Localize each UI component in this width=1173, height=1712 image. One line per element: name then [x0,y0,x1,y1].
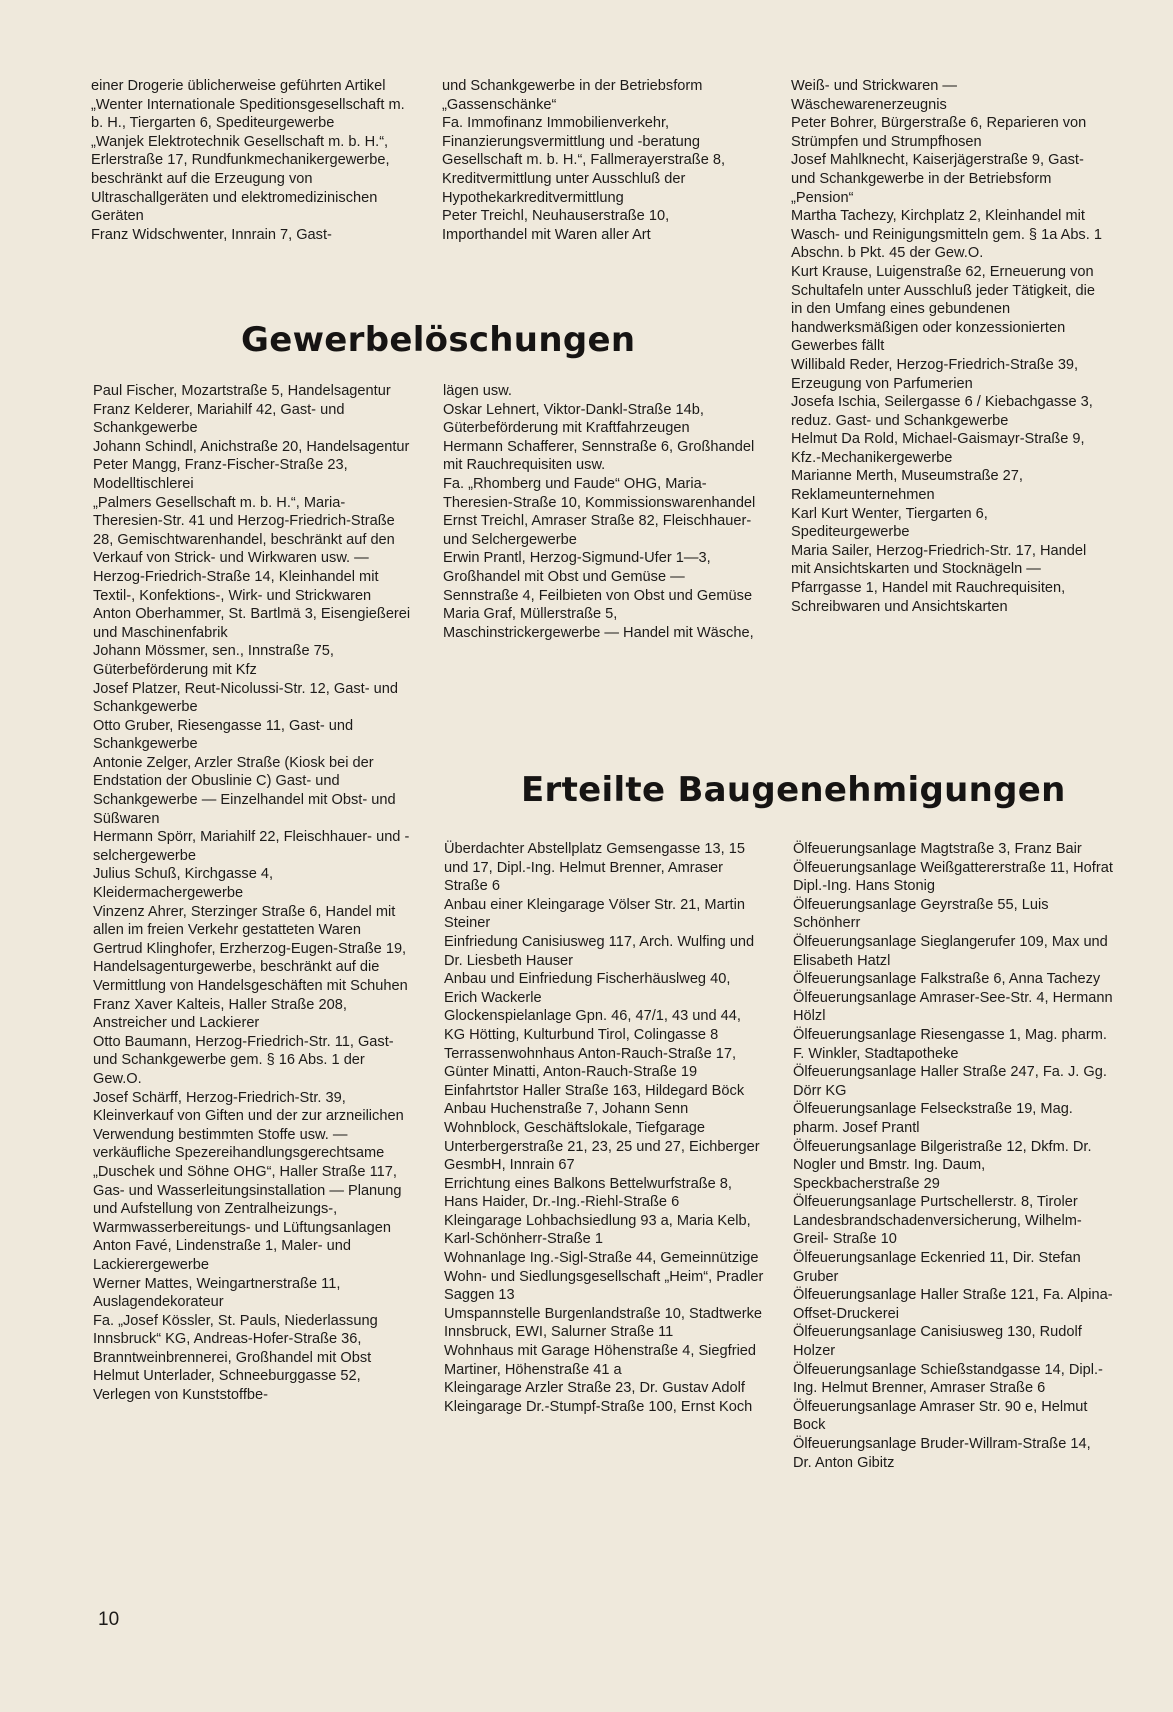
list-item: „Duschek und Söhne OHG“, Haller Straße 117, Gas- und Wasserleitungsinstallation — Planung und Aufstellung von Zentralheizungs-, Warmwasserbereitungs- und Lüftungsanlagen [93,1163,402,1236]
list-item: Terrassenwohnhaus Anton-Rauch-Straße 17, Günter Minatti, Anton-Rauch-Straße 19 [444,1045,737,1081]
list-item: Julius Schuß, Kirchgasse 4, Kleidermachergewerbe [93,866,274,902]
list-item: Martha Tachezy, Kirchplatz 2, Kleinhandel mit Wasch- und Reinigungsmitteln gem. § 1a Abs. 1 Abschn. b Pkt. 45 der Gew.O. [791,208,1102,262]
list-item: Franz Kelderer, Mariahilf 42, Gast- und Schankgewerbe [93,401,345,437]
list-item: Hermann Spörr, Mariahilf 22, Fleischhauer- und -selchergewerbe [93,829,410,864]
list-item: Ölfeuerungsanlage Amraser-See-Str. 4, Hermann Hölzl [793,989,1113,1025]
list-item: einer Drogerie üblicherweise geführten Artikel [91,78,386,94]
list-item: Weiß- und Strickwaren — Wäschewarenerzeugnis [791,78,957,113]
list-item: Erwin Prantl, Herzog-Sigmund-Ufer 1—3, Großhandel mit Obst und Gemüse — Sennstraße 4, Feilbieten von Obst und Gemüse [443,550,753,604]
list-item: Vinzenz Ahrer, Sterzinger Straße 6, Handel mit allen im freien Verkehr gestatteten Waren [93,903,396,939]
list-item: Anbau einer Kleingarage Völser Str. 21, Martin Steiner [444,896,745,932]
list-item: Helmut Da Rold, Michael-Gaismayr-Straße 9, Kfz.-Mechanikergewerbe [791,431,1085,466]
section-heading-loeschungen: Gewerbelöschungen [241,320,636,360]
list-item: Johann Mössmer, sen., Innstraße 75, Güterbeförderung mit Kfz [93,643,334,678]
list-item: Ölfeuerungsanlage Falkstraße 6, Anna Tachezy [793,971,1101,988]
section-heading-baugenehmigungen: Erteilte Baugenehmigungen [521,770,1066,810]
list-item: Ölfeuerungsanlage Sieglangerufer 109, Max und Elisabeth Hatzl [793,933,1108,969]
list-item: Hermann Schafferer, Sennstraße 6, Großhandel mit Rauchrequisiten usw. [443,438,755,474]
list-item: Wohnanlage Ing.-Sigl-Straße 44, Gemeinnützige Wohn- und Siedlungsgesellschaft „Heim“, Pradler Saggen 13 [444,1250,764,1304]
list-item: „Wanjek Elektrotechnik Gesellschaft m. b. H.“, Erlerstraße 17, Rundfunkmechanikergewerbe, beschränkt auf die Erzeugung von Ultraschallgeräten und elektromedizinischen Geräten [91,133,390,225]
baugenehmigungen-column-2 [793,840,1113,1472]
list-item: Überdachter Abstellplatz Gemsengasse 13, 15 und 17, Dipl.-Ing. Helmut Brenner, Amraser Straße 6 [444,841,745,895]
list-item: Peter Bohrer, Bürgerstraße 6, Reparieren von Strümpfen und Strumpfhosen [791,115,1087,150]
list-item: Ernst Treichl, Amraser Straße 82, Fleischhauer- und Selchergewerbe [443,513,752,548]
list-item: Karl Kurt Wenter, Tiergarten 6, Spediteurgewerbe [791,505,988,541]
page-number: 10 [98,1609,120,1630]
list-item: Ölfeuerungsanlage Schießstandgasse 14, Dipl.-Ing. Helmut Brenner, Amraser Straße 6 [793,1361,1103,1397]
list-item: Ölfeuerungsanlage Weißgattererstraße 11, Hofrat Dipl.-Ing. Hans Stonig [793,859,1113,895]
list-item: Errichtung eines Balkons Bettelwurfstraße 8, Hans Haider, Dr.-Ing.-Riehl-Straße 6 [444,1175,732,1211]
list-item: Ölfeuerungsanlage Bruder-Willram-Straße 14, Dr. Anton Gibitz [793,1436,1091,1471]
list-item: Ölfeuerungsanlage Haller Straße 121, Fa. Alpina-Offset-Druckerei [793,1287,1113,1322]
list-item: Josefa Ischia, Seilergasse 6 / Kiebachgasse 3, reduz. Gast- und Schankgewerbe [791,394,1093,429]
list-item: Ölfeuerungsanlage Amraser Str. 90 e, Helmut Bock [793,1398,1088,1434]
baugenehmigungen-column-1 [444,840,764,1416]
list-item: Paul Fischer, Mozartstraße 5, Handelsagentur [93,383,391,399]
list-item: Franz Widschwenter, Innrain 7, Gast- [91,226,332,243]
list-item: Anton Favé, Lindenstraße 1, Maler- und Lackierergewerbe [93,1238,351,1273]
top-column-1 [91,77,405,244]
list-item: Ölfeuerungsanlage Purtschellerstr. 8, Tiroler Landesbrandschadenversicherung, Wilhelm-Greil- Straße 10 [793,1194,1082,1248]
list-item: Anbau und Einfriedung Fischerhäuslweg 40, Erich Wackerle [444,971,731,1006]
list-item: Umspannstelle Burgenlandstraße 10, Stadtwerke Innsbruck, EWI, Salurner Straße 11 [444,1305,762,1341]
list-item: Ölfeuerungsanlage Felseckstraße 19, Mag. pharm. Josef Prantl [793,1101,1073,1136]
list-item: Peter Mangg, Franz-Fischer-Straße 23, Modelltischlerei [93,457,348,492]
list-item: Anbau Huchenstraße 7, Johann Senn Wohnblock, Geschäftslokale, Tiefgarage Unterbergerstraße 21, 23, 25 und 27, Eichberger GesmbH, Innrain 67 [444,1101,760,1174]
list-item: Ölfeuerungsanlage Riesengasse 1, Mag. pharm. F. Winkler, Stadtapotheke [793,1026,1107,1062]
list-item: Otto Gruber, Riesengasse 11, Gast- und Schankgewerbe [93,717,354,753]
right-column [791,77,1106,616]
list-item: Marianne Merth, Museumstraße 27, Reklameunternehmen [791,468,1023,504]
list-item: Einfriedung Canisiusweg 117, Arch. Wulfing und Dr. Liesbeth Hauser [444,933,755,969]
list-item: Gertrud Klinghofer, Erzherzog-Eugen-Straße 19, Handelsagenturgewerbe, beschränkt auf die Vermittlung von Handelsgeschäften mit Schuhen [93,940,408,994]
list-item: Glockenspielanlage Gpn. 46, 47/1, 43 und 44, KG Hötting, Kulturbund Tirol, Colingasse 8 [444,1008,741,1043]
list-item: Kleingarage Lohbachsiedlung 93 a, Maria Kelb, Karl-Schönherr-Straße 1 [444,1212,751,1248]
list-item: lägen usw. [443,383,512,399]
top-column-2 [442,77,742,244]
loeschungen-column-1 [93,382,411,1405]
list-item: Ölfeuerungsanlage Magtstraße 3, Franz Bair [793,841,1082,857]
list-item: Josef Mahlknecht, Kaiserjägerstraße 9, Gast- und Schankgewerbe in der Betriebsform „Pension“ [791,152,1084,206]
list-item: Ölfeuerungsanlage Geyrstraße 55, Luis Schönherr [793,896,1049,932]
list-item: Peter Treichl, Neuhauserstraße 10, Importhandel mit Waren aller Art [442,208,670,243]
list-item: Fa. „Rhomberg und Faude“ OHG, Maria-Theresien-Straße 10, Kommissionswarenhandel [443,475,756,511]
list-item: Ölfeuerungsanlage Canisiusweg 130, Rudolf Holzer [793,1324,1082,1360]
list-item: Maria Graf, Müllerstraße 5, Maschinstrickergewerbe — Handel mit Wäsche, [443,606,754,641]
list-item: Willibald Reder, Herzog-Friedrich-Straße 39, Erzeugung von Parfumerien [791,356,1079,392]
list-item: Antonie Zelger, Arzler Straße (Kiosk bei der Endstation der Obuslinie C) Gast- und Schankgewerbe — Einzelhandel mit Obst- und Süßwaren [93,754,396,827]
list-item: Helmut Unterlader, Schneeburggasse 52, Verlegen von Kunststoffbe- [93,1368,361,1404]
list-item: Josef Schärff, Herzog-Friedrich-Str. 39, Kleinverkauf von Giften und der zur arzneilichen Verwendung bestimmten Stoffe usw. — verkäufliche Spezereihandlungsgerechtsame [93,1089,404,1162]
list-item: Otto Baumann, Herzog-Friedrich-Str. 11, Gast- und Schankgewerbe gem. § 16 Abs. 1 der Gew.O. [93,1033,394,1087]
list-item: Werner Mattes, Weingartnerstraße 11, Auslagendekorateur [93,1275,341,1311]
list-item: Franz Xaver Kalteis, Haller Straße 208, Anstreicher und Lackierer [93,996,347,1032]
list-item: Oskar Lehnert, Viktor-Dankl-Straße 14b, Güterbeförderung mit Kraftfahrzeugen [443,401,704,437]
list-item: Josef Platzer, Reut-Nicolussi-Str. 12, Gast- und Schankgewerbe [93,680,398,716]
list-item: Kurt Krause, Luigenstraße 62, Erneuerung von Schultafeln unter Ausschluß jeder Tätigkeit, die in den Umfang eines gebundenen handwerksmäßigen oder konzessionierten Gewerbes fällt [791,263,1095,355]
list-item: Einfahrtstor Haller Straße 163, Hildegard Böck [444,1082,745,1099]
list-item: Fa. „Josef Kössler, St. Pauls, Niederlassung Innsbruck“ KG, Andreas-Hofer-Straße 36, Branntweinbrennerei, Großhandel mit Obst [93,1312,378,1366]
list-item: „Wenter Internationale Speditionsgesellschaft m. b. H., Tiergarten 6, Spediteurgewerbe [91,96,405,132]
list-item: Kleingarage Dr.-Stumpf-Straße 100, Ernst Koch [444,1398,753,1415]
list-item: Ölfeuerungsanlage Bilgeristraße 12, Dkfm. Dr. Nogler und Bmstr. Ing. Daum, Speckbacherstraße 29 [793,1138,1092,1192]
list-item: Kleingarage Arzler Straße 23, Dr. Gustav Adolf [444,1380,745,1397]
loeschungen-column-2 [443,382,763,642]
list-item: und Schankgewerbe in der Betriebsform „Gassenschänke“ [442,78,703,113]
list-item: Wohnhaus mit Garage Höhenstraße 4, Siegfried Martiner, Höhenstraße 41 a [444,1343,757,1378]
list-item: Maria Sailer, Herzog-Friedrich-Str. 17, Handel mit Ansichtskarten und Stocknägeln — Pfarrgasse 1, Handel mit Rauchrequisiten, Schreibwaren und Ansichtskarten [791,542,1087,615]
list-item: „Palmers Gesellschaft m. b. H.“, Maria-Theresien-Str. 41 und Herzog-Friedrich-Straße 28, Gemischtwarenhandel, beschränkt auf den Verkauf von Strick- und Wirkwaren usw. — Herzog-Friedrich-Straße 14, Kleinhandel mit Textil-, Konfektions-, Wirk- und Strickwaren [93,494,395,604]
list-item: Fa. Immofinanz Immobilienverkehr, Finanzierungsvermittlung und -beratung Gesellschaft m. b. H.“, Fallmerayerstraße 8, Kreditvermittlung unter Ausschluß der Hypothekarkreditvermittlung [442,115,726,206]
list-item: Anton Oberhammer, St. Bartlmä 3, Eisengießerei und Maschinenfabrik [93,606,411,641]
list-item: Ölfeuerungsanlage Haller Straße 247, Fa. J. Gg. Dörr KG [793,1064,1107,1099]
list-item: Johann Schindl, Anichstraße 20, Handelsagentur [93,438,410,455]
list-item: Ölfeuerungsanlage Eckenried 11, Dir. Stefan Gruber [793,1250,1081,1285]
